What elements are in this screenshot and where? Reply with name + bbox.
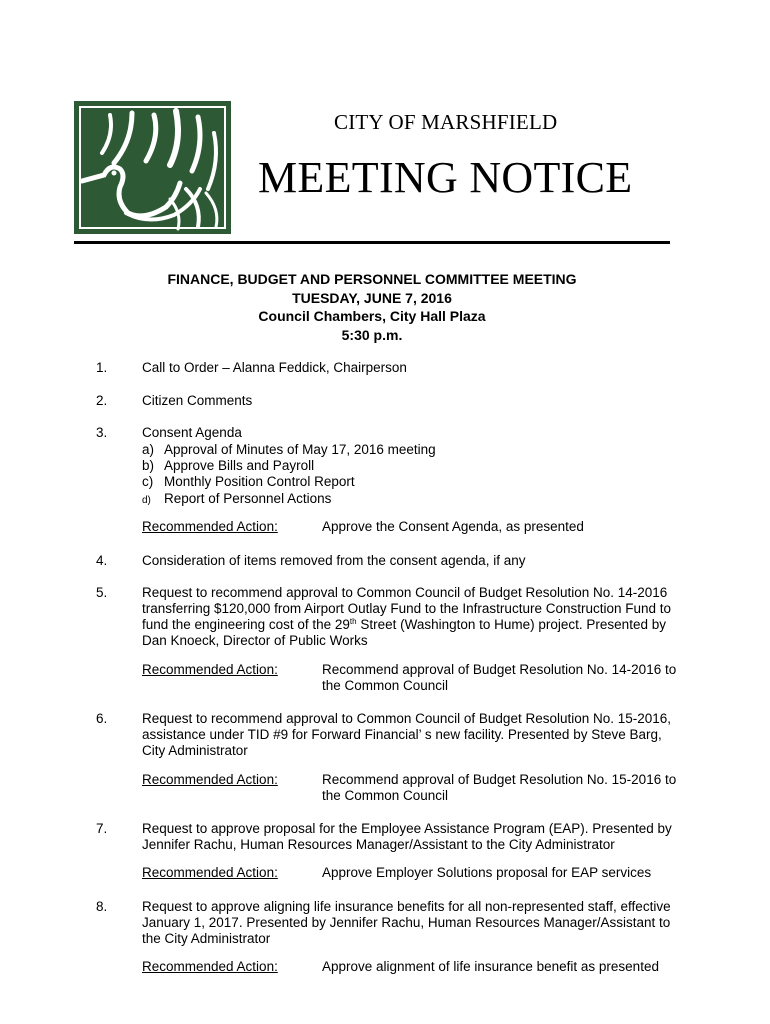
meeting-time: 5:30 p.m. bbox=[341, 327, 403, 343]
meeting-date: TUESDAY, JUNE 7, 2016 bbox=[292, 290, 452, 306]
agenda-item-line: Dan Knoeck, Director of Public Works bbox=[142, 633, 368, 648]
recommended-action-label: Recommended Action: bbox=[142, 662, 278, 677]
recommended-action-text: Recommend approval of Budget Resolution No. 14-2016 to bbox=[322, 662, 677, 677]
recommended-action-text: Recommend approval of Budget Resolution No. 15-2016 to bbox=[322, 772, 677, 787]
header-divider bbox=[74, 241, 670, 244]
recommended-action-text: Approve alignment of life insurance benefit as presented bbox=[322, 959, 659, 974]
agenda-item-text: Call to Order – Alanna Feddick, Chairperson bbox=[142, 360, 407, 375]
recommended-action-text: Approve Employer Solutions proposal for EAP services bbox=[322, 865, 652, 880]
item-number: 2. bbox=[96, 393, 108, 408]
agenda-item-line: Jennifer Rachu, Human Resources Manager/Assistant to the City Administrator bbox=[142, 837, 615, 852]
city-logo bbox=[74, 101, 231, 234]
recommended-action-label: Recommended Action: bbox=[142, 519, 278, 534]
meeting-name: FINANCE, BUDGET AND PERSONNEL COMMITTEE MEETING bbox=[167, 271, 577, 287]
item-number: 8. bbox=[96, 899, 108, 914]
consent-subitem bbox=[142, 442, 436, 458]
agenda-item-line: January 1, 2017. Presented by Jennifer Rachu, Human Resources Manager/Assistant to bbox=[142, 915, 671, 930]
recommended-action-label: Recommended Action: bbox=[142, 959, 278, 974]
subitem-marker: d) bbox=[142, 495, 151, 506]
recommended-action-text: the Common Council bbox=[322, 678, 449, 693]
item-number: 1. bbox=[96, 360, 108, 375]
agenda-item-line: Request to recommend approval to Common Council of Budget Resolution No. 14-2016 bbox=[142, 585, 668, 600]
page-title: MEETING NOTICE bbox=[258, 153, 633, 202]
subitem-text: Monthly Position Control Report bbox=[164, 474, 355, 489]
subitem-marker: a) bbox=[142, 442, 155, 457]
agenda-item-line: fund the engineering cost of the 29th Street (Washington to Hume) project. Presented by bbox=[142, 617, 666, 632]
agenda-item-line: assistance under TID #9 for Forward Financial’ s new facility. Presented by Steve Barg, bbox=[142, 727, 662, 742]
subitem-marker: c) bbox=[142, 474, 154, 489]
city-name: CITY OF MARSHFIELD bbox=[334, 110, 558, 134]
recommended-action-text: the Common Council bbox=[322, 788, 449, 803]
agenda-item-text: Consent Agenda bbox=[142, 425, 242, 440]
recommended-action-label: Recommended Action: bbox=[142, 772, 278, 787]
consent-subitem bbox=[142, 491, 331, 509]
item-number: 7. bbox=[96, 821, 108, 836]
agenda-item-line: Request to approve proposal for the Employee Assistance Program (EAP). Presented by bbox=[142, 821, 672, 836]
recommended-action-label: Recommended Action: bbox=[142, 865, 278, 880]
item-number: 6. bbox=[96, 711, 108, 726]
item-number: 5. bbox=[96, 585, 108, 600]
agenda-item-line: City Administrator bbox=[142, 743, 248, 758]
subitem-text: Approval of Minutes of May 17, 2016 meeting bbox=[164, 442, 436, 457]
agenda-item-line: Request to recommend approval to Common Council of Budget Resolution No. 15-2016, bbox=[142, 711, 672, 726]
meeting-location: Council Chambers, City Hall Plaza bbox=[258, 308, 486, 324]
subitem-marker: b) bbox=[142, 458, 155, 473]
item-number: 3. bbox=[96, 425, 108, 440]
agenda-item-line: the City Administrator bbox=[142, 931, 271, 946]
agenda-item-line: transferring $120,000 from Airport Outlay Fund to the Infrastructure Construction Fund to bbox=[142, 601, 672, 616]
item-number: 4. bbox=[96, 553, 108, 568]
subitem-text: Report of Personnel Actions bbox=[164, 491, 332, 506]
consent-subitem bbox=[142, 458, 314, 474]
agenda-item-line: Request to approve aligning life insurance benefits for all non-represented staff, effective bbox=[142, 899, 671, 914]
subitem-text: Approve Bills and Payroll bbox=[164, 458, 315, 473]
recommended-action-text: Approve the Consent Agenda, as presented bbox=[322, 519, 584, 534]
agenda-item-text: Citizen Comments bbox=[142, 393, 253, 408]
agenda-item-text: Consideration of items removed from the consent agenda, if any bbox=[142, 553, 526, 568]
consent-subitem bbox=[142, 474, 355, 490]
